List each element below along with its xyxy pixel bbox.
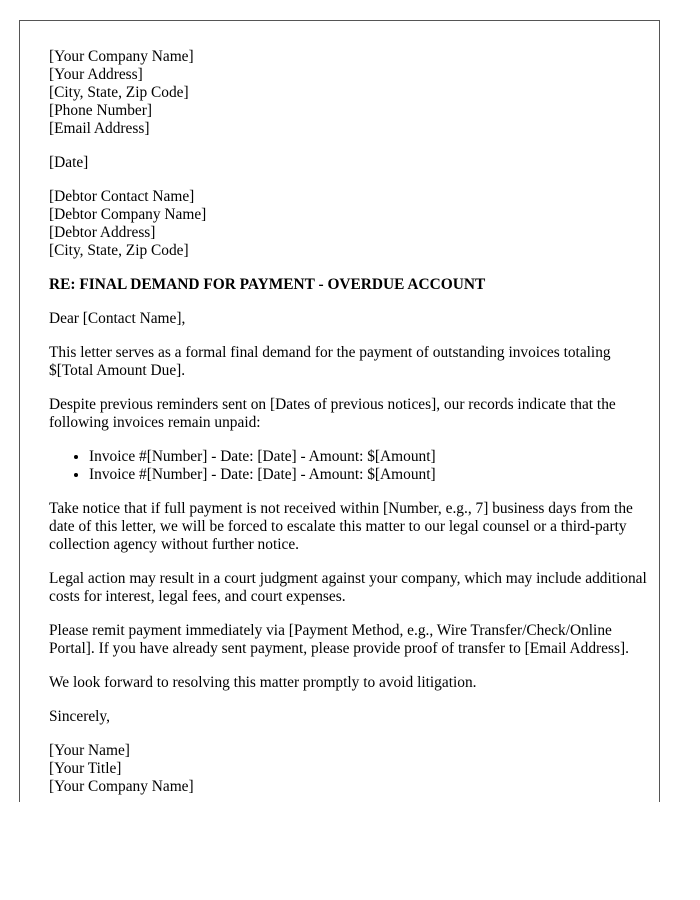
invoice-item: • Invoice #[Number] - Date: [Date] - Amount: $[Amount]: [89, 448, 649, 466]
intro-paragraph: This letter serves as a formal final demand for the payment of outstanding invoices totaling $[Total Amount Due].: [49, 344, 611, 379]
sender-email: [Email Address]: [49, 120, 150, 137]
closing-paragraph: We look forward to resolving this matter promptly to avoid litigation.: [49, 674, 477, 691]
invoice-list: [49, 448, 649, 484]
sender-company: [Your Company Name]: [49, 48, 194, 65]
recipient-address-block: [49, 188, 649, 260]
recipient-company: [Debtor Company Name]: [49, 206, 207, 223]
remit-paragraph: Please remit payment immediately via [Payment Method, e.g., Wire Transfer/Check/Online Portal]. If you have already sent payment, please provide proof of transfer to [Email Address].: [49, 622, 629, 657]
signature-block: [49, 742, 649, 796]
salutation: Dear [Contact Name],: [49, 310, 186, 327]
letter-page: [19, 20, 660, 802]
recipient-address: [Debtor Address]: [49, 224, 156, 241]
sender-address: [Your Address]: [49, 66, 143, 83]
invoice-item: • Invoice #[Number] - Date: [Date] - Amount: $[Amount]: [89, 466, 649, 484]
letter-date: [Date]: [49, 154, 89, 171]
sender-phone: [Phone Number]: [49, 102, 153, 119]
sender-address-block: [49, 48, 649, 138]
subject-line: RE: FINAL DEMAND FOR PAYMENT - OVERDUE ACCOUNT: [49, 276, 486, 293]
sender-city-state-zip: [City, State, Zip Code]: [49, 84, 189, 101]
recipient-contact: [Debtor Contact Name]: [49, 188, 195, 205]
signature-title: [Your Title]: [49, 760, 122, 777]
signoff: Sincerely,: [49, 708, 110, 725]
recipient-city-state-zip: [City, State, Zip Code]: [49, 242, 189, 259]
signature-company: [Your Company Name]: [49, 778, 194, 795]
legal-paragraph: Legal action may result in a court judgment against your company, which may include additional costs for interest, legal fees, and court expenses.: [49, 570, 647, 605]
reminders-paragraph: Despite previous reminders sent on [Dates of previous notices], our records indicate that the following invoices remain unpaid:: [49, 396, 616, 431]
notice-paragraph: Take notice that if full payment is not received within [Number, e.g., 7] business days from the date of this letter, we will be forced to escalate this matter to our legal counsel or a third-party collection agency without further notice.: [49, 500, 633, 553]
letter-body: [49, 48, 649, 802]
signature-name: [Your Name]: [49, 742, 130, 759]
